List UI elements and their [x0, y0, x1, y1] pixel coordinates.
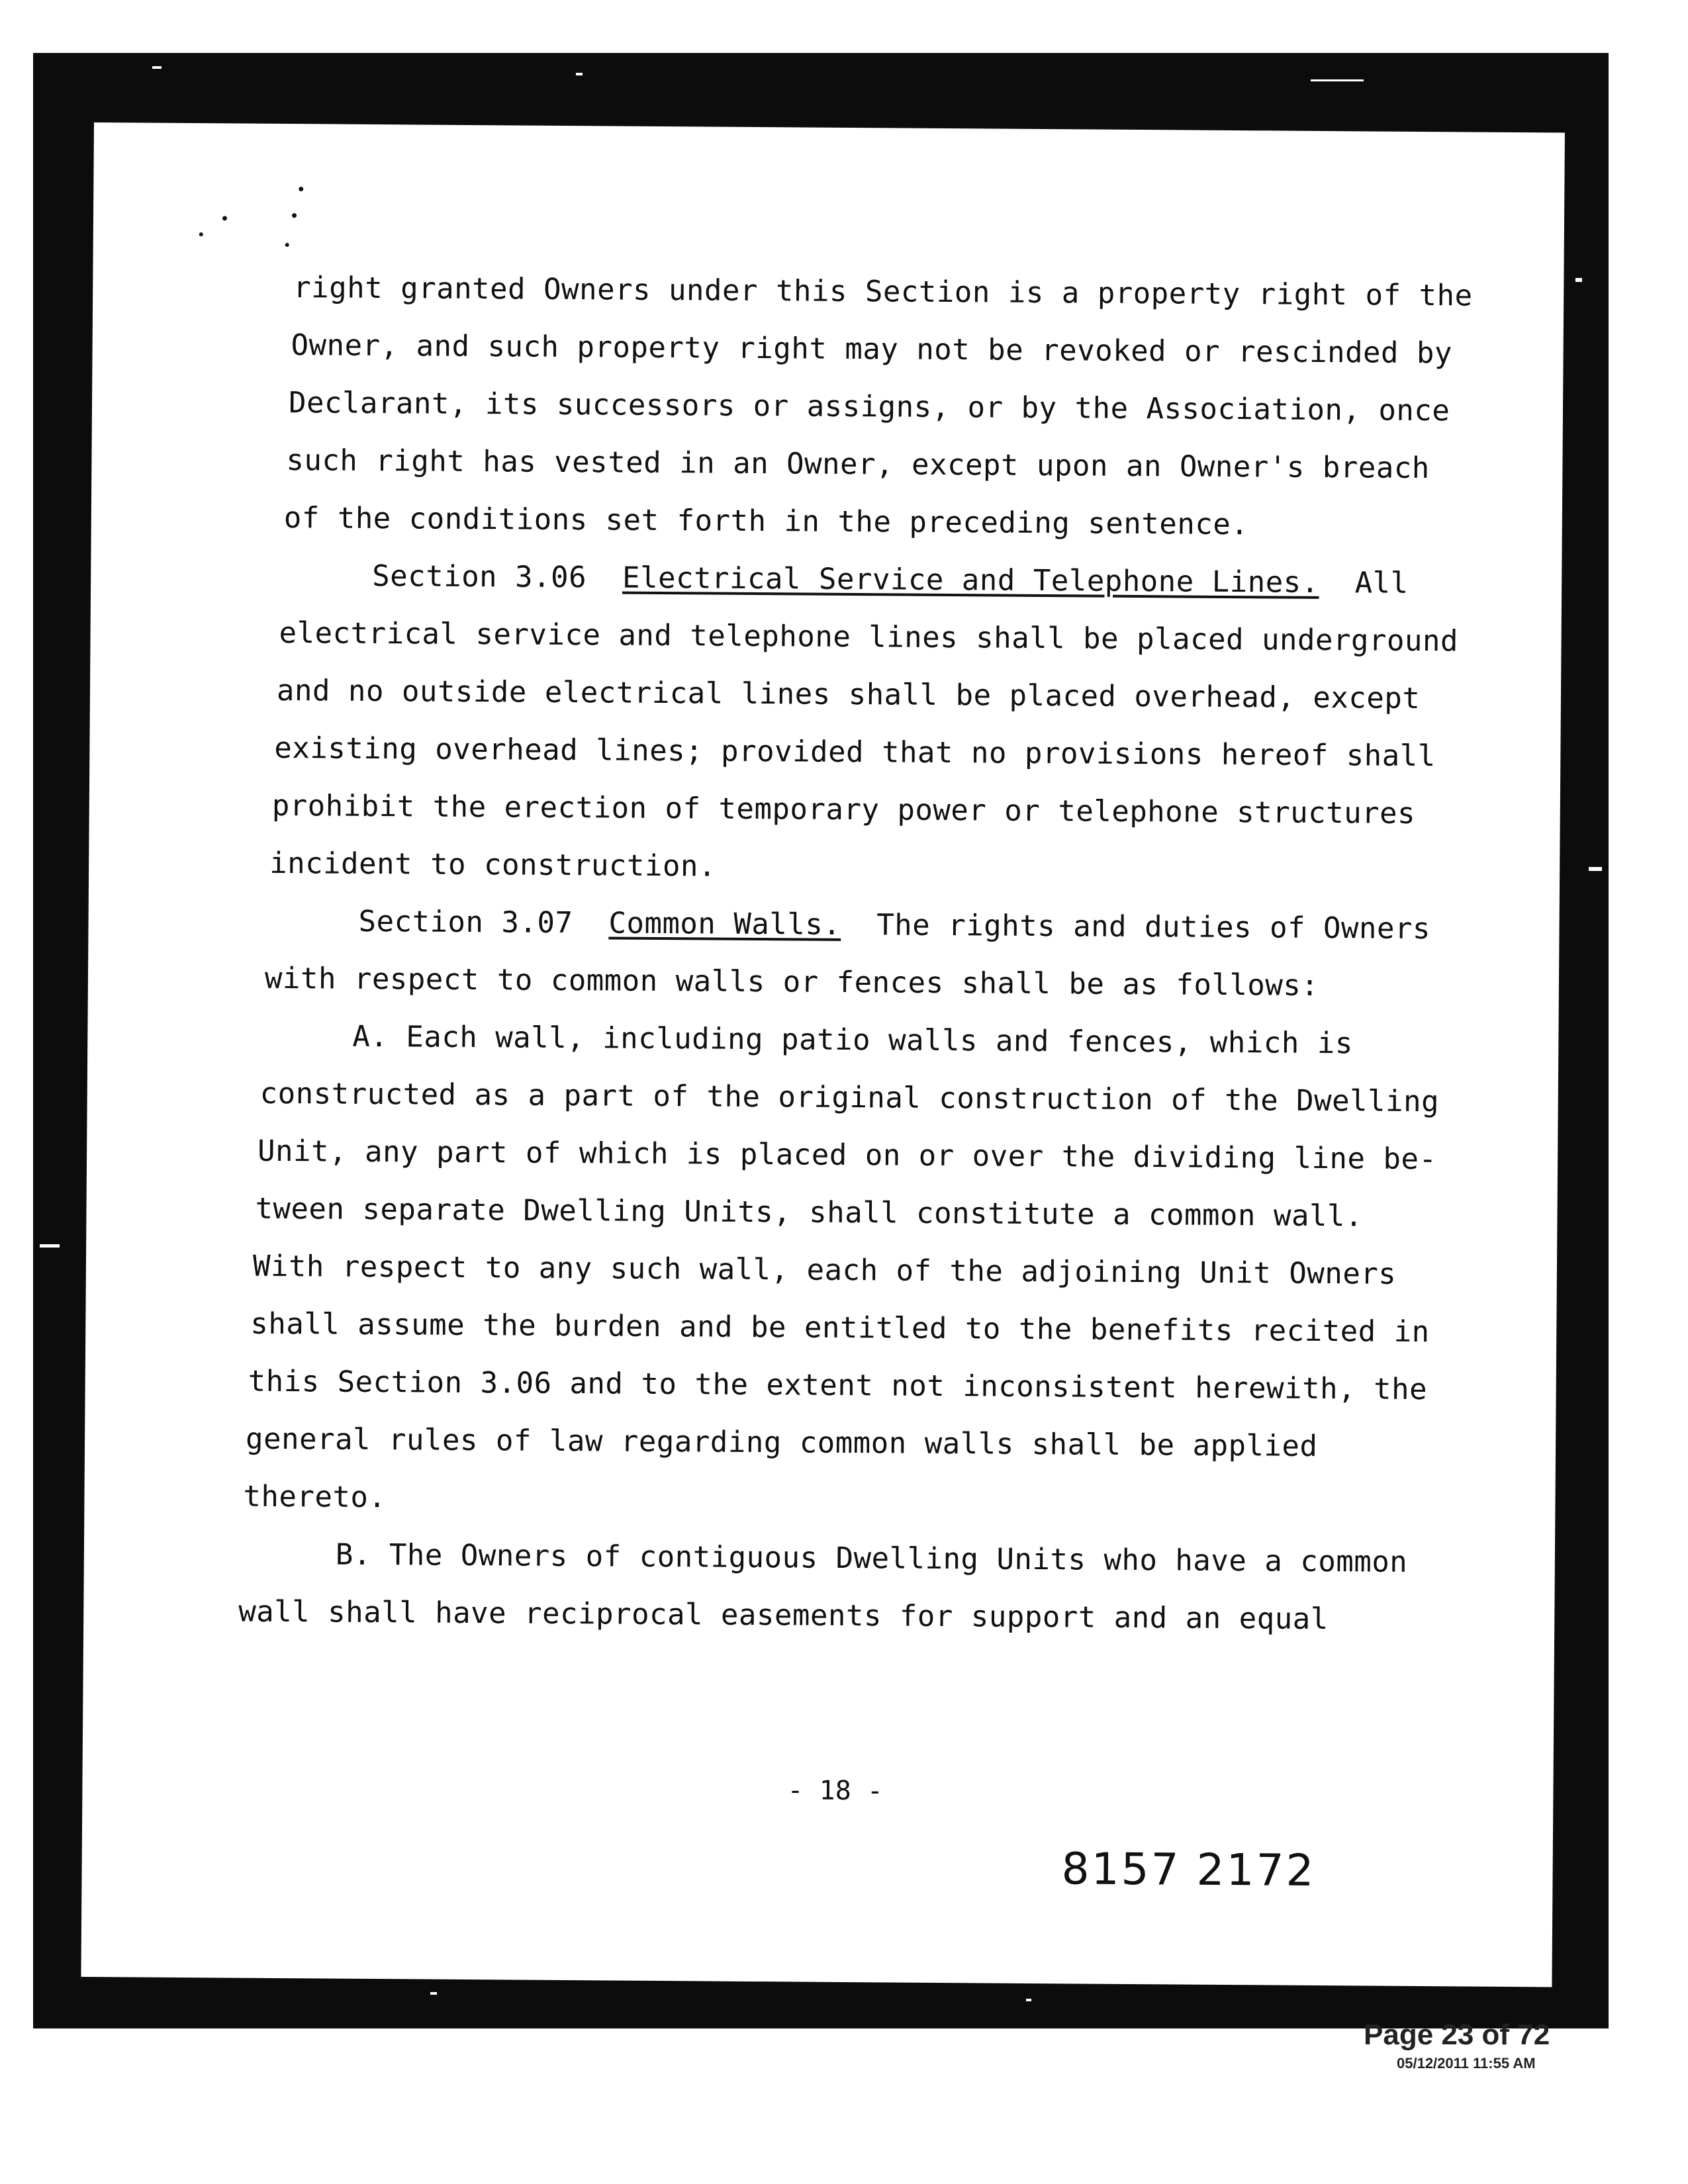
- body-line: tween separate Dwelling Units, shall constitute a common wall.: [255, 1191, 1364, 1234]
- scan-speck: [199, 232, 203, 236]
- body-line: The rights and duties of Owners: [876, 908, 1431, 946]
- body-line: With respect to any such wall, each of the adjoining Unit Owners: [252, 1249, 1397, 1291]
- body-line: and no outside electrical lines shall be placed overhead, except: [276, 673, 1421, 716]
- section-306-heading: [372, 558, 1409, 602]
- body-line: prohibit the erection of temporary power or telephone structures: [271, 788, 1416, 831]
- body-line: existing overhead lines; provided that no provisions hereof shall: [274, 731, 1436, 774]
- body-line: shall assume the burden and be entitled to the benefits recited in: [250, 1306, 1430, 1349]
- section-307-title: Common Walls.: [608, 906, 841, 942]
- body-line: wall shall have reciprocal easements for support and an equal: [238, 1594, 1329, 1637]
- document-page: [81, 122, 1565, 1987]
- scan-speck: [285, 243, 289, 247]
- scan-speck: [292, 213, 297, 218]
- scan-border: [33, 53, 1609, 2028]
- body-line: B. The Owners of contiguous Dwelling Units who have a common: [335, 1537, 1408, 1579]
- body-line: constructed as a part of the original construction of the Dwelling: [259, 1076, 1440, 1119]
- body-line: of the conditions set forth in the preceding sentence.: [283, 501, 1249, 542]
- body-line: with respect to common walls or fences shall be as follows:: [264, 961, 1319, 1003]
- page-number: - 18 -: [787, 1775, 884, 1807]
- section-307-heading: [358, 903, 1430, 948]
- body-line: A. Each wall, including patio walls and fences, which is: [352, 1019, 1353, 1061]
- body-line: Owner, and such property right may not be revoked or rescinded by: [291, 328, 1453, 371]
- body-line: this Section 3.06 and to the extent not inconsistent herewith, the: [248, 1364, 1428, 1407]
- section-306-number: Section 3.06: [372, 559, 587, 595]
- body-line: such right has vested in an Owner, except upon an Owner's breach: [286, 443, 1430, 486]
- body-line: right granted Owners under this Section is a property right of the: [293, 271, 1473, 313]
- scan-speck: [222, 216, 227, 220]
- body-line: incident to construction.: [269, 846, 717, 884]
- body-line: general rules of law regarding common walls shall be applied: [245, 1422, 1318, 1463]
- body-line: Unit, any part of which is placed on or over the dividing line be-: [257, 1134, 1437, 1177]
- section-306-title: Electrical Service and Telephone Lines.: [622, 561, 1319, 600]
- body-line: All: [1354, 566, 1409, 600]
- page-indicator: Page 23 of 72: [1364, 2019, 1550, 2051]
- body-line: thereto.: [243, 1479, 387, 1515]
- scan-speck: [299, 187, 303, 191]
- section-307-number: Section 3.07: [358, 904, 573, 940]
- body-line: Declarant, its successors or assigns, or by the Association, once: [288, 386, 1450, 428]
- book-page-stamp: 8157 2172: [1061, 1843, 1316, 1896]
- timestamp: 05/12/2011 11:55 AM: [1397, 2055, 1536, 2071]
- body-line: electrical service and telephone lines shall be placed underground: [279, 615, 1459, 659]
